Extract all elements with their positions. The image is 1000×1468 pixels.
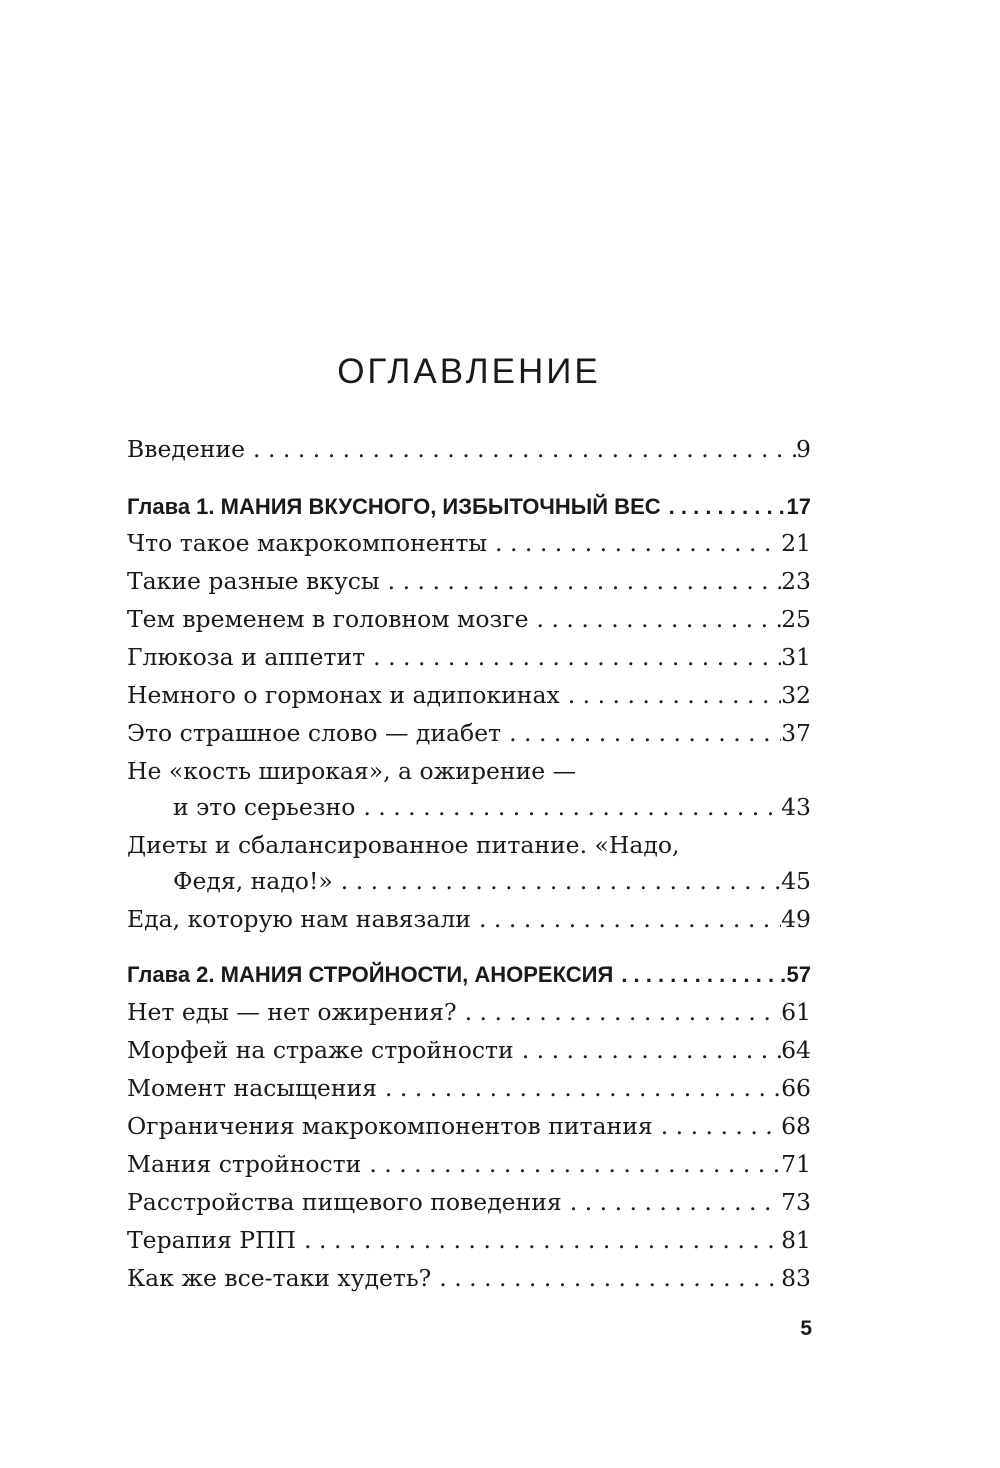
toc-entry-title: Немного о гормонах и адипокинах [127, 681, 560, 709]
toc-entry[interactable] [127, 1221, 811, 1259]
toc-entry[interactable] [127, 638, 811, 676]
chapter-page: 57 [786, 962, 811, 987]
toc-entry[interactable] [127, 714, 811, 752]
leader-dots [457, 993, 782, 1031]
leader-dots [560, 676, 781, 714]
leader-dots [471, 900, 781, 938]
toc-entry-page: 66 [781, 1074, 811, 1102]
toc-entry-page: 37 [781, 719, 811, 747]
toc-entry-title: Глюкоза и аппетит [127, 643, 366, 671]
page-number: 5 [800, 1317, 812, 1340]
toc-entry-page: 49 [781, 905, 811, 933]
toc-entry-title: Что такое макрокомпоненты [127, 529, 488, 557]
toc-entry-title: Момент насыщения [127, 1074, 377, 1102]
toc-entry-page: 81 [781, 1226, 811, 1254]
toc-entry-introduction[interactable] [127, 430, 811, 468]
leader-dots [514, 1031, 781, 1069]
toc-entry[interactable] [127, 1069, 811, 1107]
toc-chapter-1[interactable] [127, 488, 811, 526]
toc-entry-page: 61 [781, 998, 811, 1026]
toc-entry-page: 71 [781, 1150, 811, 1178]
leader-dots [529, 600, 782, 638]
toc-entry[interactable] [127, 900, 811, 938]
leader-dots [380, 562, 781, 600]
leader-dots [355, 788, 781, 826]
toc-entry[interactable] [127, 562, 811, 600]
chapter-heading: Глава 1. МАНИЯ ВКУСНОГО, ИЗБЫТОЧНЫЙ ВЕС [127, 494, 661, 519]
chapter-page: 17 [786, 494, 811, 519]
leader-dots [365, 638, 781, 676]
toc-entry-title: Такие разные вкусы [127, 567, 380, 595]
toc-entry-page: 43 [781, 793, 811, 821]
toc-entry[interactable] [127, 1031, 811, 1069]
toc-entry[interactable] [127, 524, 811, 562]
toc-entry-page: 73 [781, 1188, 811, 1216]
leader-dots [333, 862, 781, 900]
leader-dots [377, 1069, 781, 1107]
toc-entry-title: Расстройства пищевого поведения [127, 1188, 562, 1216]
toc-chapter-2[interactable] [127, 956, 811, 994]
leader-dots [361, 1145, 781, 1183]
leader-dots [245, 430, 796, 468]
toc-entry-title: и это серьезно [173, 793, 356, 821]
page-title: ОГЛАВЛЕНИЕ [337, 352, 601, 391]
toc-entry[interactable] [127, 600, 811, 638]
toc-entry-first-line[interactable]: Диеты и сбалансированное питание. «Надо, [127, 831, 680, 859]
toc-entry-title: Терапия РПП [127, 1226, 297, 1254]
toc-entry-title: Морфей на страже стройности [127, 1036, 514, 1064]
leader-dots [653, 1107, 781, 1145]
toc-entry[interactable] [127, 1145, 811, 1183]
toc-entry-page: 68 [781, 1112, 811, 1140]
toc-entry-title: Ограничения макрокомпонентов питания [127, 1112, 653, 1140]
toc-entry-title: Тем временем в головном мозге [127, 605, 529, 633]
toc-entry[interactable] [127, 1183, 811, 1221]
toc-entry-page: 45 [781, 867, 811, 895]
toc-entry[interactable] [127, 788, 811, 826]
toc-entry-page: 21 [781, 529, 811, 557]
toc-entry-title: Федя, надо!» [173, 867, 333, 895]
toc-entry[interactable] [127, 1259, 811, 1297]
toc-entry[interactable] [127, 862, 811, 900]
chapter-heading: Глава 2. МАНИЯ СТРОЙНОСТИ, АНОРЕКСИЯ [127, 962, 614, 987]
leader-dots [613, 956, 786, 994]
toc-entry-page: 25 [781, 605, 811, 633]
toc-entry-title: Еда, которую нам навязали [127, 905, 471, 933]
leader-dots [487, 524, 781, 562]
toc-entry-page: 31 [781, 643, 811, 671]
toc-entry-title: Мания стройности [127, 1150, 362, 1178]
leader-dots [296, 1221, 781, 1259]
toc-entry[interactable] [127, 676, 811, 714]
toc-entry-first-line[interactable]: Не «кость широкая», а ожирение — [127, 757, 577, 785]
leader-dots [661, 488, 787, 526]
toc-entry-title: Введение [127, 435, 246, 463]
toc-entry-page: 83 [781, 1264, 811, 1292]
toc-entry[interactable] [127, 1107, 811, 1145]
toc-entry[interactable] [127, 993, 811, 1031]
toc-entry-page: 9 [796, 435, 811, 463]
toc-entry-title: Это страшное слово — диабет [127, 719, 502, 747]
toc-entry-title: Как же все-таки худеть? [127, 1264, 432, 1292]
toc-entry-page: 64 [781, 1036, 811, 1064]
leader-dots [501, 714, 781, 752]
toc-entry-title: Нет еды — нет ожирения? [127, 998, 457, 1026]
leader-dots [562, 1183, 781, 1221]
leader-dots [431, 1259, 781, 1297]
toc-entry-page: 32 [781, 681, 811, 709]
toc-entry-page: 23 [781, 567, 811, 595]
